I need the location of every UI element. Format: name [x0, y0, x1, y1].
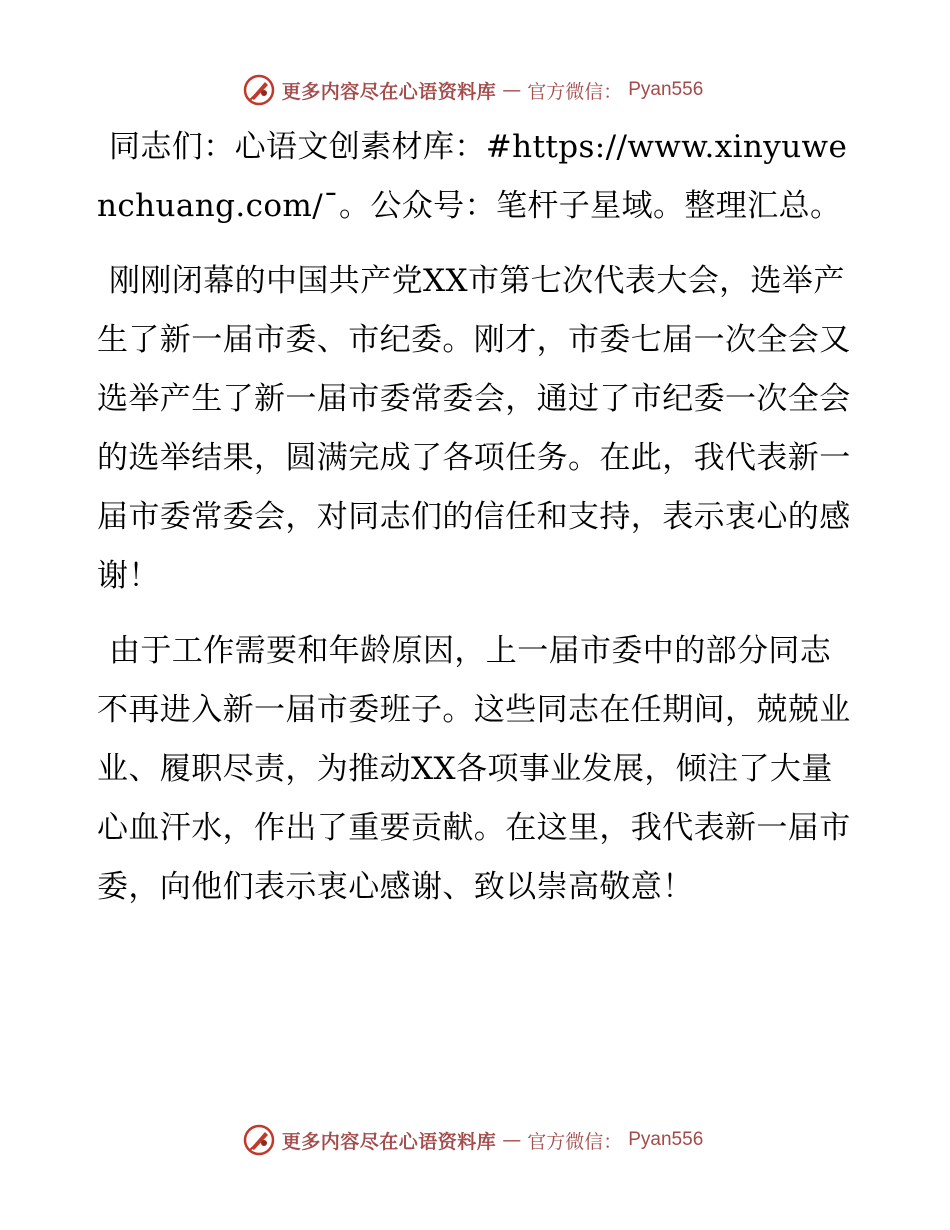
footer-wechat-label: 官方微信：	[527, 1130, 623, 1153]
header-wechat-id: Pyan556	[628, 79, 704, 100]
quill-logo-icon	[242, 73, 276, 107]
footer-banner-content	[242, 1123, 704, 1157]
paragraph-intro: 同志们：心语文创素材库：#https://www.xinyuwenchuang.com/¯。公众号：笔杆子星域。整理汇总。	[97, 129, 848, 224]
header-banner	[0, 70, 950, 110]
footer-wechat-id: Pyan556	[628, 1129, 704, 1150]
header-banner-content	[242, 73, 704, 107]
document-body	[97, 118, 857, 933]
header-slogan: 更多内容尽在心语资料库	[281, 80, 497, 103]
footer-banner	[0, 1120, 950, 1160]
header-wechat-label: 官方微信：	[527, 80, 623, 103]
footer-separator: —	[502, 1129, 522, 1151]
paragraph-1: 刚刚闭幕的中国共产党XX市第七次代表大会，选举产生了新一届市委、市纪委。刚才，市委七届一次全会又选举产生了新一届市委常委会，通过了市纪委一次全会的选举结果，圆满完成了各项任务。在此，我代表新一届市委常委会，对同志们的信任和支持，表示衷心的感谢！	[97, 263, 851, 594]
header-separator: —	[502, 79, 522, 101]
paragraph-2: 由于工作需要和年龄原因，上一届市委中的部分同志不再进入新一届市委班子。这些同志在任期间，兢兢业业、履职尽责，为推动XX各项事业发展，倾注了大量心血汗水，作出了重要贡献。在这里，我代表新一届市委，向他们表示衷心感谢、致以崇高敬意！	[97, 633, 851, 905]
footer-slogan: 更多内容尽在心语资料库	[281, 1130, 497, 1153]
quill-logo-icon	[242, 1123, 276, 1157]
